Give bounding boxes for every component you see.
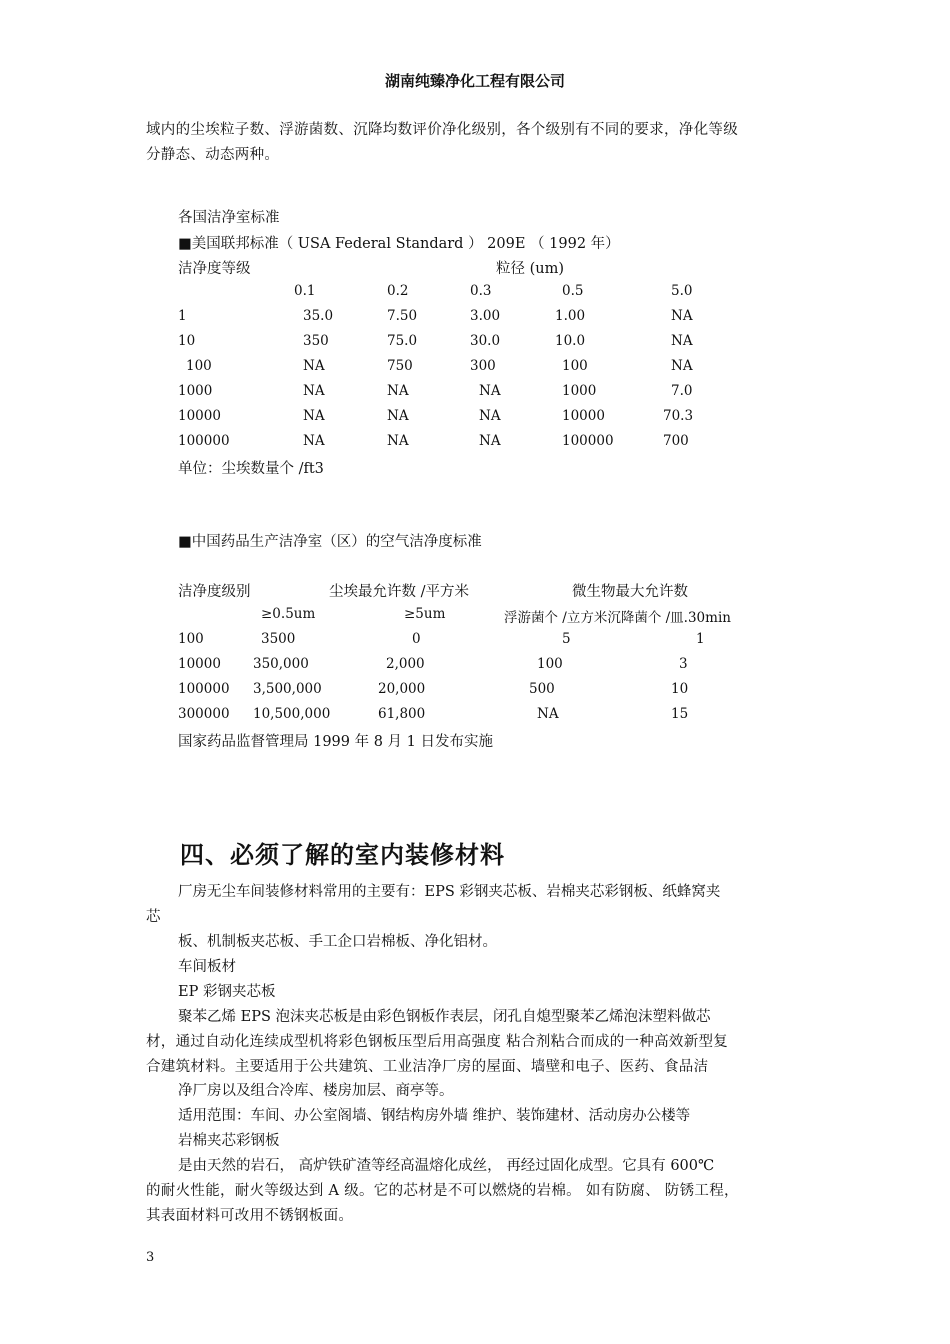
china-standard-title: ■中国药品生产洁净室（区）的空气洁净度标准 bbox=[178, 534, 482, 550]
table-cell: 10 bbox=[178, 333, 196, 349]
table-cell: 700 bbox=[663, 433, 689, 449]
table-cell: 10000 bbox=[178, 656, 221, 672]
col-header: 尘埃最允许数 /平方米 bbox=[329, 584, 469, 600]
table-cell: 100 bbox=[186, 358, 212, 374]
unit-note: 单位：尘埃数量个 /ft3 bbox=[178, 461, 324, 477]
page-number: 3 bbox=[146, 1250, 155, 1265]
table-cell: 30.0 bbox=[470, 333, 501, 349]
table-cell: 7.0 bbox=[671, 383, 693, 399]
subheading: 岩棉夹芯彩钢板 bbox=[178, 1133, 280, 1149]
table-cell: NA bbox=[303, 433, 325, 449]
section-heading: 四、必须了解的室内装修材料 bbox=[180, 842, 505, 869]
company-header: 湖南纯臻净化工程有限公司 bbox=[384, 73, 565, 90]
table-cell: 2,000 bbox=[386, 656, 425, 672]
table-cell: NA bbox=[671, 308, 693, 324]
table-cell: 10000 bbox=[562, 408, 605, 424]
table-cell: 10000 bbox=[178, 408, 221, 424]
table-cell: 7.50 bbox=[387, 308, 418, 324]
section1-title: 各国洁净室标准 bbox=[178, 210, 280, 226]
table-cell: NA bbox=[303, 408, 325, 424]
table-cell: NA bbox=[303, 383, 325, 399]
table-cell: 300 bbox=[470, 358, 496, 374]
paragraph-line: 净厂房以及组合冷库、楼房加层、商亭等。 bbox=[178, 1083, 454, 1099]
size-header: 0.5 bbox=[562, 283, 584, 299]
table-cell: 70.3 bbox=[663, 408, 694, 424]
sub-header: ≥5um bbox=[404, 606, 446, 622]
table-cell: 3 bbox=[679, 656, 688, 672]
paragraph-line: 的耐火性能，耐火等级达到 A 级。它的芯材是不可以燃烧的岩棉。 如有防腐、 防锈工程， bbox=[146, 1183, 739, 1199]
table-cell: 1 bbox=[178, 308, 187, 324]
table-cell: 0 bbox=[412, 631, 421, 647]
table-cell: NA bbox=[671, 358, 693, 374]
paragraph-line: 厂房无尘车间装修材料常用的主要有：EPS 彩钢夹芯板、岩棉夹芯彩钢板、纸蜂窝夹 bbox=[178, 884, 721, 900]
table-cell: 61,800 bbox=[378, 706, 426, 722]
table-cell: 75.0 bbox=[387, 333, 418, 349]
us-standard-title: ■美国联邦标准（ USA Federal Standard ） 209E （ 1992 年） bbox=[178, 236, 620, 252]
table-cell: 1000 bbox=[562, 383, 597, 399]
table-cell: NA bbox=[387, 383, 409, 399]
col-header: 微生物最大允许数 bbox=[572, 584, 688, 600]
table-cell: 1.00 bbox=[555, 308, 586, 324]
table-cell: 10 bbox=[671, 681, 689, 697]
paragraph-line: 芯 bbox=[146, 909, 161, 925]
table-cell: 500 bbox=[529, 681, 555, 697]
table-cell: 20,000 bbox=[378, 681, 426, 697]
table-cell: NA bbox=[671, 333, 693, 349]
col-header-class: 洁净度等级 bbox=[178, 261, 251, 277]
paragraph-line: 材，通过自动化连续成型机将彩色钢板压型后用高强度 粘合剂粘合而成的一种高效新型复 bbox=[146, 1034, 729, 1050]
paragraph-line: 聚苯乙烯 EPS 泡沫夹芯板是由彩色钢板作表层，闭孔自熄型聚苯乙烯泡沫塑料做芯 bbox=[178, 1009, 711, 1025]
sub-header: ≥0.5um bbox=[261, 606, 316, 622]
intro-line-2: 分静态、动态两种。 bbox=[146, 147, 280, 163]
table-cell: 100 bbox=[178, 631, 204, 647]
table-cell: 100000 bbox=[178, 681, 230, 697]
paragraph-line: 板、机制板夹芯板、手工企口岩棉板、净化铝材。 bbox=[178, 934, 497, 950]
col-header: 洁净度级别 bbox=[178, 584, 251, 600]
table-cell: 1 bbox=[696, 631, 705, 647]
table-cell: 35.0 bbox=[303, 308, 334, 324]
table-cell: 15 bbox=[671, 706, 689, 722]
table-cell: NA bbox=[479, 383, 501, 399]
issue-note: 国家药品监督管理局 1999 年 8 月 1 日发布实施 bbox=[178, 734, 494, 750]
size-header: 0.1 bbox=[294, 283, 316, 299]
table-cell: 100 bbox=[562, 358, 588, 374]
size-header: 0.2 bbox=[387, 283, 409, 299]
table-cell: NA bbox=[387, 408, 409, 424]
table-cell: 100000 bbox=[562, 433, 614, 449]
table-cell: 10.0 bbox=[555, 333, 586, 349]
paragraph-line: 合建筑材料。主要适用于公共建筑、工业洁净厂房的屋面、墙壁和电子、医药、食品洁 bbox=[146, 1059, 709, 1075]
size-header: 0.3 bbox=[470, 283, 492, 299]
table-cell: NA bbox=[479, 433, 501, 449]
col-header-size: 粒径 (um) bbox=[496, 261, 565, 277]
sub-header: 浮游菌个 /立方米沉降菌个 /皿.30min bbox=[504, 610, 731, 626]
table-cell: 750 bbox=[387, 358, 413, 374]
size-header: 5.0 bbox=[671, 283, 693, 299]
subheading: EP 彩钢夹芯板 bbox=[178, 984, 276, 1000]
intro-line-1: 域内的尘埃粒子数、浮游菌数、沉降均数评价净化级别，各个级别有不同的要求，净化等级 bbox=[146, 122, 738, 138]
table-cell: NA bbox=[387, 433, 409, 449]
table-cell: 5 bbox=[562, 631, 571, 647]
table-cell: 100000 bbox=[178, 433, 230, 449]
table-cell: 10,500,000 bbox=[253, 706, 331, 722]
table-cell: NA bbox=[479, 408, 501, 424]
table-cell: 3.00 bbox=[470, 308, 501, 324]
paragraph-line: 是由天然的岩石， 高炉铁矿渣等经高温熔化成丝， 再经过固化成型。它具有 600℃ bbox=[178, 1158, 715, 1174]
table-cell: NA bbox=[537, 706, 559, 722]
table-cell: 300000 bbox=[178, 706, 230, 722]
table-cell: 100 bbox=[537, 656, 563, 672]
table-cell: NA bbox=[303, 358, 325, 374]
table-cell: 3,500,000 bbox=[253, 681, 322, 697]
paragraph-line: 其表面材料可改用不锈钢板面。 bbox=[146, 1208, 354, 1224]
table-cell: 1000 bbox=[178, 383, 213, 399]
subheading: 车间板材 bbox=[178, 959, 236, 975]
table-cell: 3500 bbox=[261, 631, 296, 647]
paragraph-line: 适用范围：车间、办公室阁墙、钢结构房外墙 维护、装饰建材、活动房办公楼等 bbox=[178, 1108, 691, 1124]
table-cell: 350,000 bbox=[253, 656, 309, 672]
table-cell: 350 bbox=[303, 333, 329, 349]
